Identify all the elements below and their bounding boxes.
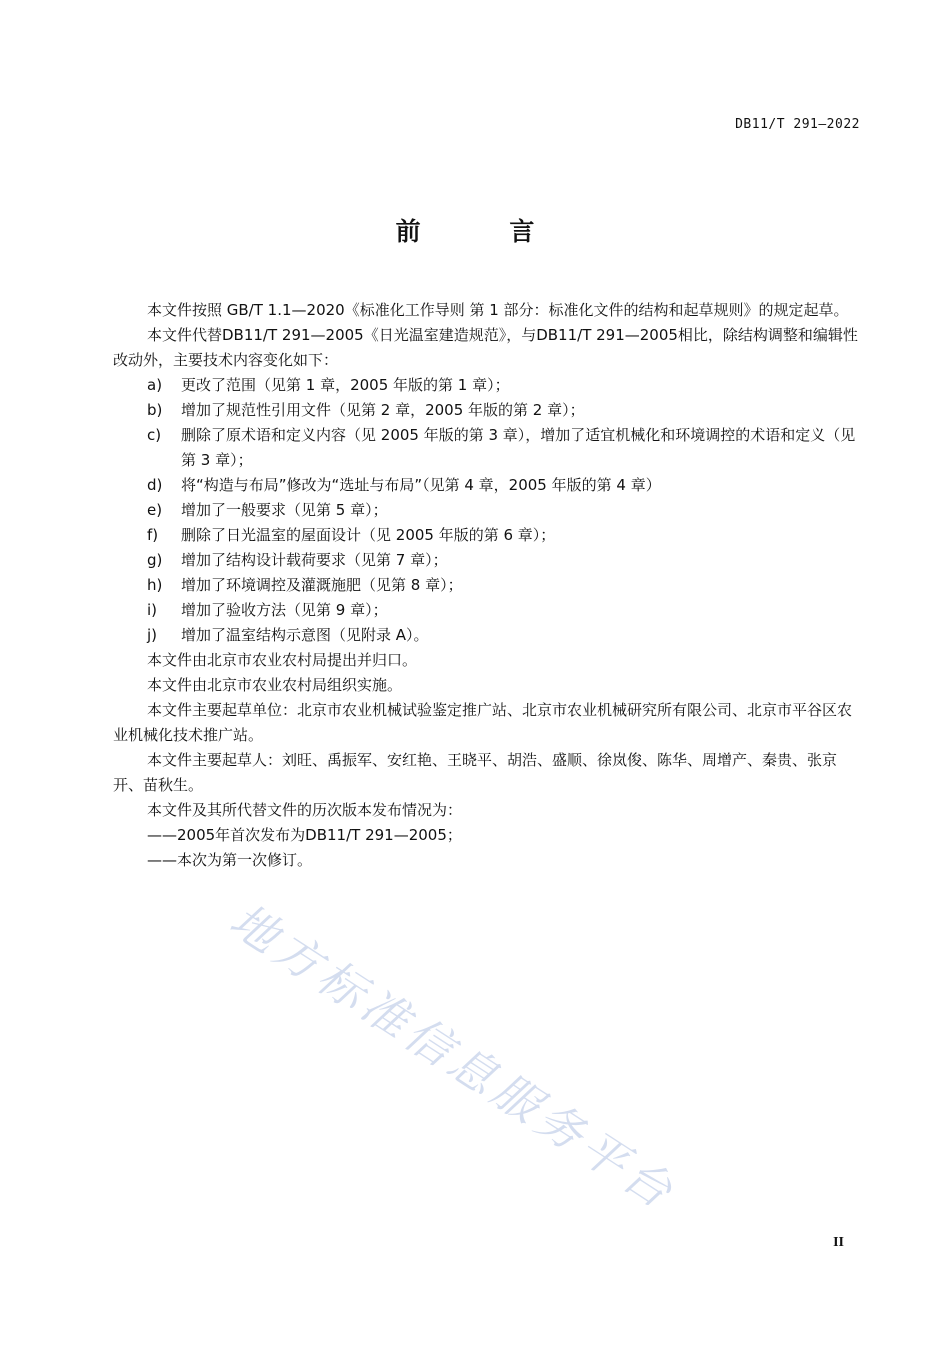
list-item-marker: d)	[147, 476, 163, 494]
standard-code: DB11/T 291—2022	[735, 117, 860, 132]
list-item-marker: j)	[147, 626, 158, 644]
list-item	[113, 398, 861, 423]
list-item	[113, 573, 861, 598]
list-item	[113, 373, 861, 398]
paragraph-drafters: 本文件主要起草人：刘旺、禹振军、安红艳、王晓平、胡浩、盛顺、徐岚俊、陈华、周增产、秦贵、张京开、苗秋生。	[113, 751, 838, 794]
list-item	[113, 423, 861, 473]
paragraph-replacement: 本文件代替DB11/T 291—2005《日光温室建造规范》，与DB11/T 291—2005相比，除结构调整和编辑性改动外，主要技术内容变化如下：	[113, 326, 858, 369]
list-item	[113, 523, 861, 548]
list-item-text: 增加了验收方法（见第 9 章）；	[181, 601, 388, 619]
list-item-text: 增加了规范性引用文件（见第 2 章，2005 年版的第 2 章）；	[181, 401, 585, 419]
list-item	[113, 598, 861, 623]
list-item-marker: e)	[147, 501, 163, 519]
list-item-marker: c)	[147, 426, 162, 444]
page-number: II	[833, 1235, 844, 1250]
changes-list	[113, 373, 861, 648]
list-item-marker: f)	[147, 526, 159, 544]
paragraph-proposer: 本文件由北京市农业农村局提出并归口。	[147, 651, 418, 669]
list-item	[113, 473, 861, 498]
paragraph-drafting-units: 本文件主要起草单位：北京市农业机械试验鉴定推广站、北京市农业机械研究所有限公司、北京市平谷区农业机械化技术推广站。	[113, 701, 853, 744]
list-item	[113, 548, 861, 573]
list-item-marker: h)	[147, 576, 163, 594]
watermark: 地方标准信息服务平台	[220, 892, 687, 1222]
list-item-text: 增加了一般要求（见第 5 章）；	[181, 501, 388, 519]
list-item-text: 更改了范围（见第 1 章，2005 年版的第 1 章）；	[181, 376, 510, 394]
paragraph-drafting-rules: 本文件按照 GB/T 1.1—2020《标准化工作导则 第 1 部分：标准化文件的结构和起草规则》的规定起草。	[147, 301, 849, 319]
list-item-text: 删除了日光温室的屋面设计（见 2005 年版的第 6 章）；	[181, 526, 556, 544]
list-item-text: 增加了温室结构示意图（见附录 A）。	[181, 626, 429, 644]
list-item-marker: g)	[147, 551, 163, 569]
history-item: ——2005年首次发布为DB11/T 291—2005；	[147, 826, 462, 844]
list-item-text: 增加了结构设计载荷要求（见第 7 章）；	[181, 551, 448, 569]
list-item-marker: a)	[147, 376, 163, 394]
list-item	[113, 498, 861, 523]
list-item	[113, 623, 861, 648]
paragraph-history-intro: 本文件及其所代替文件的历次版本发布情况为：	[147, 801, 463, 819]
list-item-marker: b)	[147, 401, 163, 419]
list-item-text: 将“构造与布局”修改为“选址与布局”（见第 4 章，2005 年版的第 4 章）	[181, 476, 661, 494]
document-body	[113, 298, 861, 873]
list-item-marker: i)	[147, 601, 158, 619]
page-title: 前 言	[395, 217, 575, 246]
list-item-text: 删除了原术语和定义内容（见 2005 年版的第 3 章），增加了适宜机械化和环境调控的术语和定义（见第 3 章）；	[181, 426, 856, 469]
history-item: ——本次为第一次修订。	[147, 851, 313, 869]
list-item-text: 增加了环境调控及灌溉施肥（见第 8 章）；	[181, 576, 463, 594]
paragraph-organizer: 本文件由北京市农业农村局组织实施。	[147, 676, 403, 694]
